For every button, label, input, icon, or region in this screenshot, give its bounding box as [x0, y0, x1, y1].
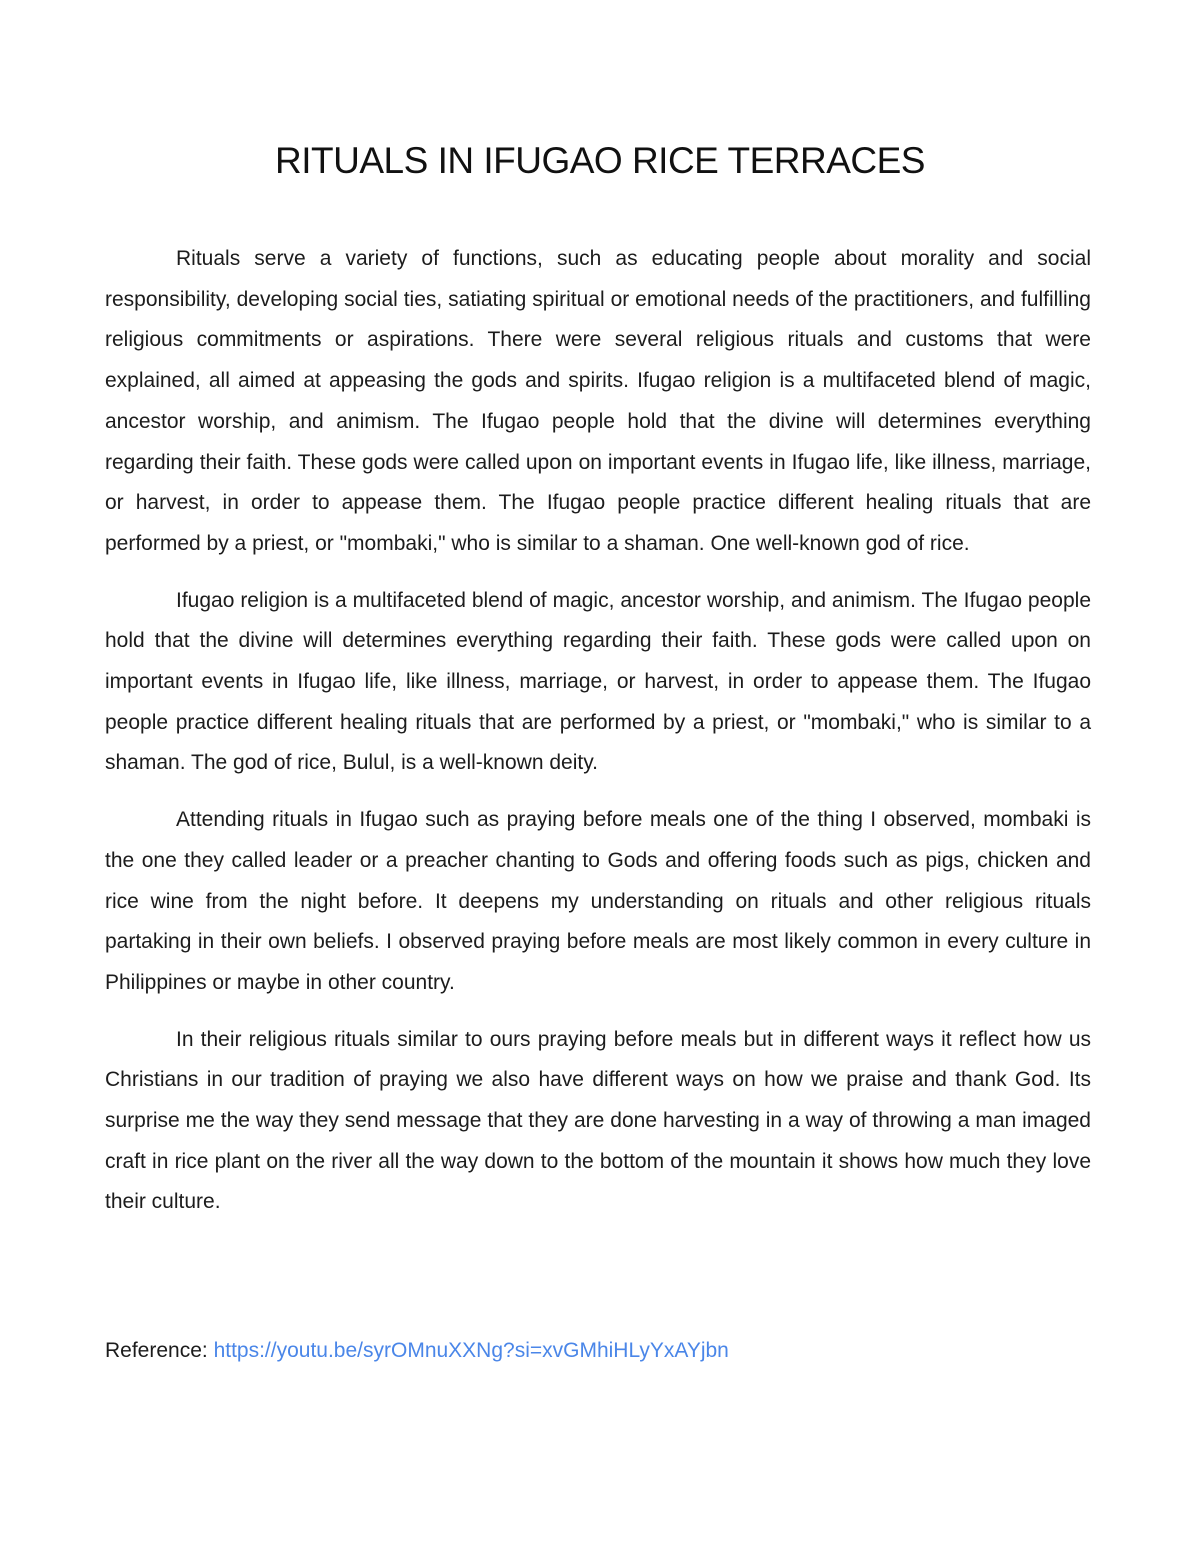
paragraph-4: In their religious rituals similar to ours praying before meals but in different ways it reflect how us Christians in our tradition of praying we also have different ways on how we praise and thank God. Its surprise me the way they send message that they are done harvesting in a way of throwing a man imaged craft in rice plant on the river all the way down to the bottom of the mountain it shows how much they love their culture. — [105, 1027, 1091, 1214]
reference-line — [105, 1331, 729, 1371]
document-body — [105, 239, 1091, 1239]
paragraph-2: Ifugao religion is a multifaceted blend of magic, ancestor worship, and animism. The Ifugao people hold that the divine will determines everything regarding their faith. These gods were called upon on important events in Ifugao life, like illness, marriage, or harvest, in order to appease them. The Ifugao people practice different healing rituals that are performed by a priest, or "mombaki," who is similar to a shaman. The god of rice, Bulul, is a well-known deity. — [105, 588, 1091, 775]
paragraph-3: Attending rituals in Ifugao such as praying before meals one of the thing I observed, mombaki is the one they called leader or a preacher chanting to Gods and offering foods such as pigs, chicken and rice wine from the night before. It deepens my understanding on rituals and other religious rituals partaking in their own beliefs. I observed praying before meals are most likely common in every culture in Philippines or maybe in other country. — [105, 808, 1091, 994]
reference-label: Reference: — [105, 1339, 214, 1362]
paragraph-1: Rituals serve a variety of functions, such as educating people about morality and social responsibility, developing social ties, satiating spiritual or emotional needs of the practitioners, and fulfilling religious commitments or aspirations. There were several religious rituals and customs that were explained, all aimed at appeasing the gods and spirits. Ifugao religion is a multifaceted blend of magic, ancestor worship, and animism. The Ifugao people hold that the divine will determines everything regarding their faith. These gods were called upon on important events in Ifugao life, like illness, marriage, or harvest, in order to appease them. The Ifugao people practice different healing rituals that are performed by a priest, or "mombaki," who is similar to a shaman. One well-known god of rice. — [105, 247, 1091, 555]
document-title: RITUALS IN IFUGAO RICE TERRACES — [275, 140, 925, 181]
reference-link[interactable]: https://youtu.be/syrOMnuXXNg?si=xvGMhiHLyYxAYjbn — [213, 1339, 729, 1362]
